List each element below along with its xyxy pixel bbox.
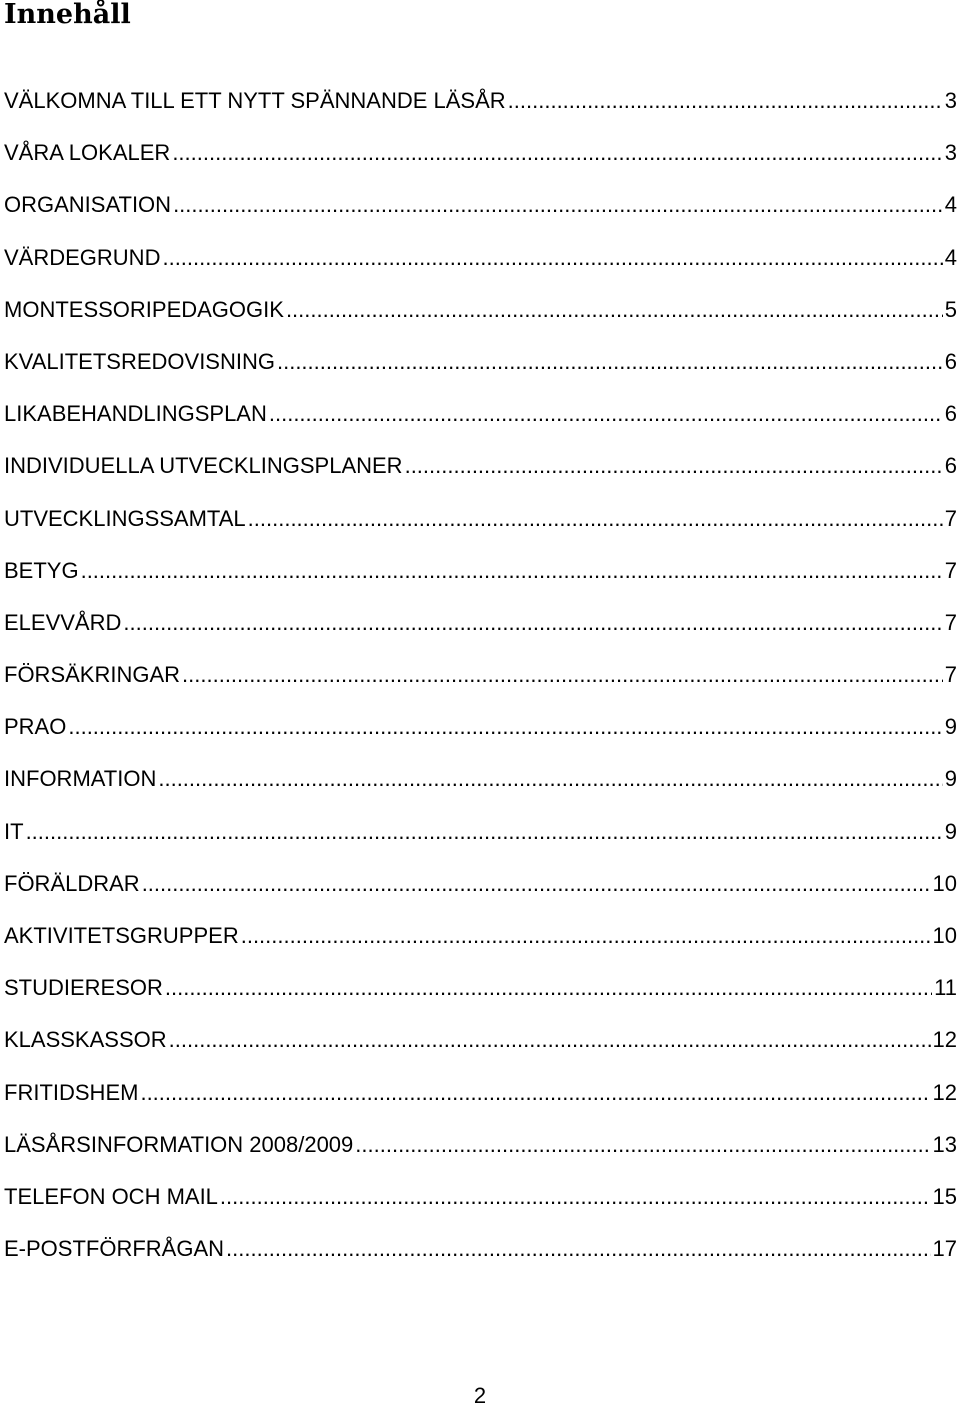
- dot-leader: [172, 138, 942, 168]
- toc-entry-label: FÖRÄLDRAR: [4, 870, 140, 896]
- dot-leader: [173, 190, 943, 220]
- toc-entry[interactable]: [4, 138, 957, 190]
- toc-entry-label: BETYG: [4, 557, 79, 583]
- toc-entry-label: INFORMATION: [4, 766, 157, 792]
- toc-entry[interactable]: [4, 556, 957, 608]
- toc-entry-page: 6: [944, 401, 957, 427]
- toc-entry-label: PRAO: [4, 714, 67, 740]
- dot-leader: [508, 86, 943, 116]
- toc-entry[interactable]: [4, 86, 957, 138]
- toc-entry-page: 10: [932, 923, 957, 948]
- toc-entry-page: 7: [944, 505, 957, 531]
- dot-leader: [220, 1182, 931, 1212]
- toc-entry-page: 4: [944, 244, 957, 270]
- toc-entry[interactable]: [4, 1078, 957, 1130]
- dot-leader: [68, 712, 942, 742]
- dot-leader: [158, 764, 942, 794]
- toc-entry-page: 10: [932, 870, 957, 896]
- toc-entry[interactable]: [4, 190, 957, 242]
- toc-entry-page: 7: [944, 557, 957, 583]
- toc-entry-label: ELEVVÅRD: [4, 609, 122, 635]
- toc-entry[interactable]: [4, 451, 957, 503]
- toc-entry-page: 9: [944, 818, 957, 844]
- toc-entry[interactable]: [4, 399, 957, 451]
- dot-leader: [355, 1130, 930, 1160]
- toc-heading: Innehåll: [4, 0, 131, 30]
- toc-entry[interactable]: [4, 1234, 957, 1286]
- page-number: 2: [473, 1383, 487, 1408]
- toc-entry-page: 13: [932, 1131, 957, 1157]
- toc-entry-page: 9: [944, 766, 957, 792]
- toc-entry[interactable]: [4, 1025, 957, 1077]
- toc-entry-label: LÄSÅRSINFORMATION 2008/2009: [4, 1131, 354, 1157]
- toc-entry[interactable]: [4, 1182, 957, 1234]
- toc-entry-page: 6: [944, 453, 957, 479]
- toc-entry[interactable]: [4, 660, 957, 712]
- dot-leader: [142, 869, 931, 899]
- dot-leader: [277, 347, 943, 377]
- toc-entry-label: ORGANISATION: [4, 192, 172, 218]
- toc-entry-page: 6: [944, 348, 957, 374]
- dot-leader: [26, 817, 943, 847]
- toc-entry-label: VÄLKOMNA TILL ETT NYTT SPÄNNANDE LÄSÅR: [4, 88, 506, 113]
- toc-entry[interactable]: [4, 921, 957, 973]
- toc-entry[interactable]: [4, 973, 957, 1025]
- toc-entry[interactable]: [4, 764, 957, 816]
- toc-entry-page: 3: [944, 88, 957, 113]
- toc-entry-page: 15: [932, 1183, 957, 1209]
- toc-entry[interactable]: [4, 295, 957, 347]
- dot-leader: [140, 1078, 930, 1108]
- dot-leader: [286, 295, 943, 325]
- toc-entry-page: 7: [944, 662, 957, 688]
- toc-entry-page: 5: [944, 296, 957, 322]
- table-of-contents: [4, 86, 957, 1286]
- toc-entry-page: 12: [932, 1027, 957, 1053]
- toc-entry-page: 17: [932, 1236, 957, 1262]
- toc-entry-page: 11: [934, 975, 957, 1001]
- toc-entry[interactable]: [4, 712, 957, 764]
- dot-leader: [123, 608, 942, 638]
- toc-entry[interactable]: [4, 347, 957, 399]
- toc-entry[interactable]: [4, 869, 957, 921]
- toc-entry-label: KLASSKASSOR: [4, 1027, 167, 1053]
- toc-entry-page: 4: [944, 192, 957, 218]
- toc-entry-label: UTVECKLINGSSAMTAL: [4, 505, 246, 531]
- toc-entry-label: VÄRDEGRUND: [4, 244, 161, 270]
- toc-entry-label: AKTIVITETSGRUPPER: [4, 923, 239, 948]
- toc-entry-page: 9: [944, 714, 957, 740]
- toc-entry-label: INDIVIDUELLA UTVECKLINGSPLANER: [4, 453, 403, 479]
- toc-entry-label: VÅRA LOKALER: [4, 140, 171, 166]
- dot-leader: [226, 1234, 931, 1264]
- toc-entry-label: LIKABEHANDLINGSPLAN: [4, 401, 267, 427]
- toc-entry-label: FÖRSÄKRINGAR: [4, 662, 181, 688]
- toc-entry-label: E-POSTFÖRFRÅGAN: [4, 1236, 225, 1262]
- dot-leader: [182, 660, 943, 690]
- toc-entry-page: 7: [944, 609, 957, 635]
- toc-entry[interactable]: [4, 1130, 957, 1182]
- toc-entry-label: TELEFON OCH MAIL: [4, 1183, 218, 1209]
- dot-leader: [241, 921, 931, 951]
- dot-leader: [405, 451, 943, 481]
- toc-entry-label: MONTESSORIPEDAGOGIK: [4, 296, 284, 322]
- toc-entry-label: STUDIERESOR: [4, 975, 163, 1001]
- toc-entry[interactable]: [4, 504, 957, 556]
- dot-leader: [162, 243, 942, 273]
- dot-leader: [248, 504, 943, 534]
- toc-entry-page: 3: [944, 140, 957, 166]
- toc-entry[interactable]: [4, 243, 957, 295]
- toc-entry[interactable]: [4, 817, 957, 869]
- dot-leader: [81, 556, 943, 586]
- dot-leader: [165, 973, 932, 1003]
- toc-entry-label: FRITIDSHEM: [4, 1079, 139, 1105]
- toc-entry-page: 12: [932, 1079, 957, 1105]
- toc-entry-label: KVALITETSREDOVISNING: [4, 348, 275, 374]
- dot-leader: [169, 1025, 931, 1055]
- toc-entry[interactable]: [4, 608, 957, 660]
- dot-leader: [269, 399, 943, 429]
- toc-entry-label: IT: [4, 818, 24, 844]
